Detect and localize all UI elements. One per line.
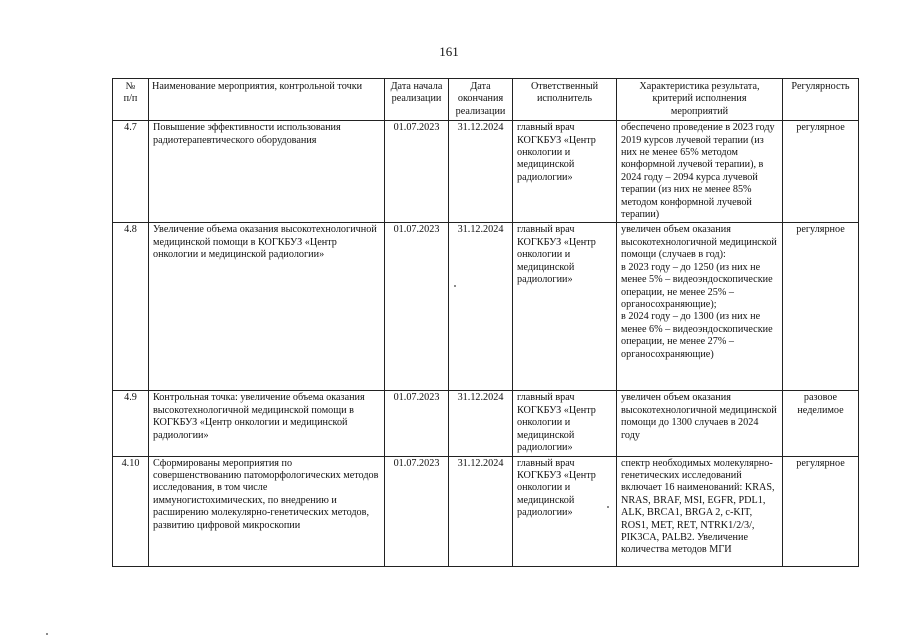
header-responsible: Ответственный исполнитель [513,79,617,121]
table-header-row [113,79,859,121]
row-regularity: разовое неделимое [783,391,859,456]
row-start-date: 01.07.2023 [385,121,449,223]
row-end-date: 31.12.2024 [449,456,513,566]
scan-speck [454,285,456,287]
row-end-date: 31.12.2024 [449,121,513,223]
page-number: 161 [439,44,459,59]
row-number: 4.10 [113,456,149,566]
table-row [113,391,859,456]
row-end-date: 31.12.2024 [449,391,513,456]
row-number: 4.9 [113,391,149,456]
activities-table [112,78,859,567]
header-regularity: Регулярность [783,79,859,121]
row-name: Контрольная точка: увеличение объема оказания высокотехнологичной медицинской помощи в КОГКБУЗ «Центр онкологии и медицинской радиологии» [149,391,385,456]
table-row [113,121,859,223]
row-responsible: главный врач КОГКБУЗ «Центр онкологии и медицинской радиологии» [513,456,617,566]
header-result: Характеристика результата, критерий исполнения мероприятий [617,79,783,121]
row-result: обеспечено проведение в 2023 году 2019 курсов лучевой терапии (из них не менее 65% методом конформной лучевой терапии), в 2024 году – 2094 курса лучевой терапии (из них не менее 85% методом конформной лучевой терапии) [617,121,783,223]
header-end-date: Дата окончания реализации [449,79,513,121]
scan-speck [46,633,48,635]
header-start-date: Дата начала реализации [385,79,449,121]
row-number: 4.8 [113,223,149,391]
row-result: спектр необходимых молекулярно-генетических исследований включает 16 наименований: KRAS, NRAS, BRAF, MSI, EGFR, PDL1, ALK, BRCA1, BRGA 2, c-KIT, ROS1, MET, RET, NTRK1/2/3/, PIK3CA, PALB2. Увеличение количества методов МГИ [617,456,783,566]
row-name: Сформированы мероприятия по совершенствованию патоморфологических методов исследования, в том числе иммуногистохимических, по внедрению и расширению молекулярно-генетических методов, развитию цифровой микроскопии [149,456,385,566]
table-row [113,223,859,391]
row-responsible: главный врач КОГКБУЗ «Центр онкологии и медицинской радиологии» [513,223,617,391]
row-start-date: 01.07.2023 [385,456,449,566]
table-row [113,456,859,566]
row-result: увеличен объем оказания высокотехнологичной медицинской помощи до 1300 случаев в 2024 году [617,391,783,456]
row-name: Повышение эффективности использования радиотерапевтического оборудования [149,121,385,223]
row-number: 4.7 [113,121,149,223]
row-responsible: главный врач КОГКБУЗ «Центр онкологии и медицинской радиологии» [513,391,617,456]
row-end-date: 31.12.2024 [449,223,513,391]
row-name: Увеличение объема оказания высокотехнологичной медицинской помощи в КОГКБУЗ «Центр онкологии и медицинской радиологии» [149,223,385,391]
row-regularity: регулярное [783,223,859,391]
row-result: увеличен объем оказания высокотехнологичной медицинской помощи (случаев в год): в 2023 году – до 1250 (из них не менее 5% – видеоэндоскопические операции, не менее 25% – органосохраняющие); в 2024 году – до 1300 (из них не менее 6% – видеоэндоскопические операции, не менее 27% – органосохраняющие) [617,223,783,391]
row-start-date: 01.07.2023 [385,223,449,391]
row-responsible: главный врач КОГКБУЗ «Центр онкологии и медицинской радиологии» [513,121,617,223]
header-number: № п/п [113,79,149,121]
scan-speck [607,506,609,508]
row-regularity: регулярное [783,121,859,223]
row-start-date: 01.07.2023 [385,391,449,456]
header-name: Наименование мероприятия, контрольной точки [149,79,385,121]
row-regularity: регулярное [783,456,859,566]
